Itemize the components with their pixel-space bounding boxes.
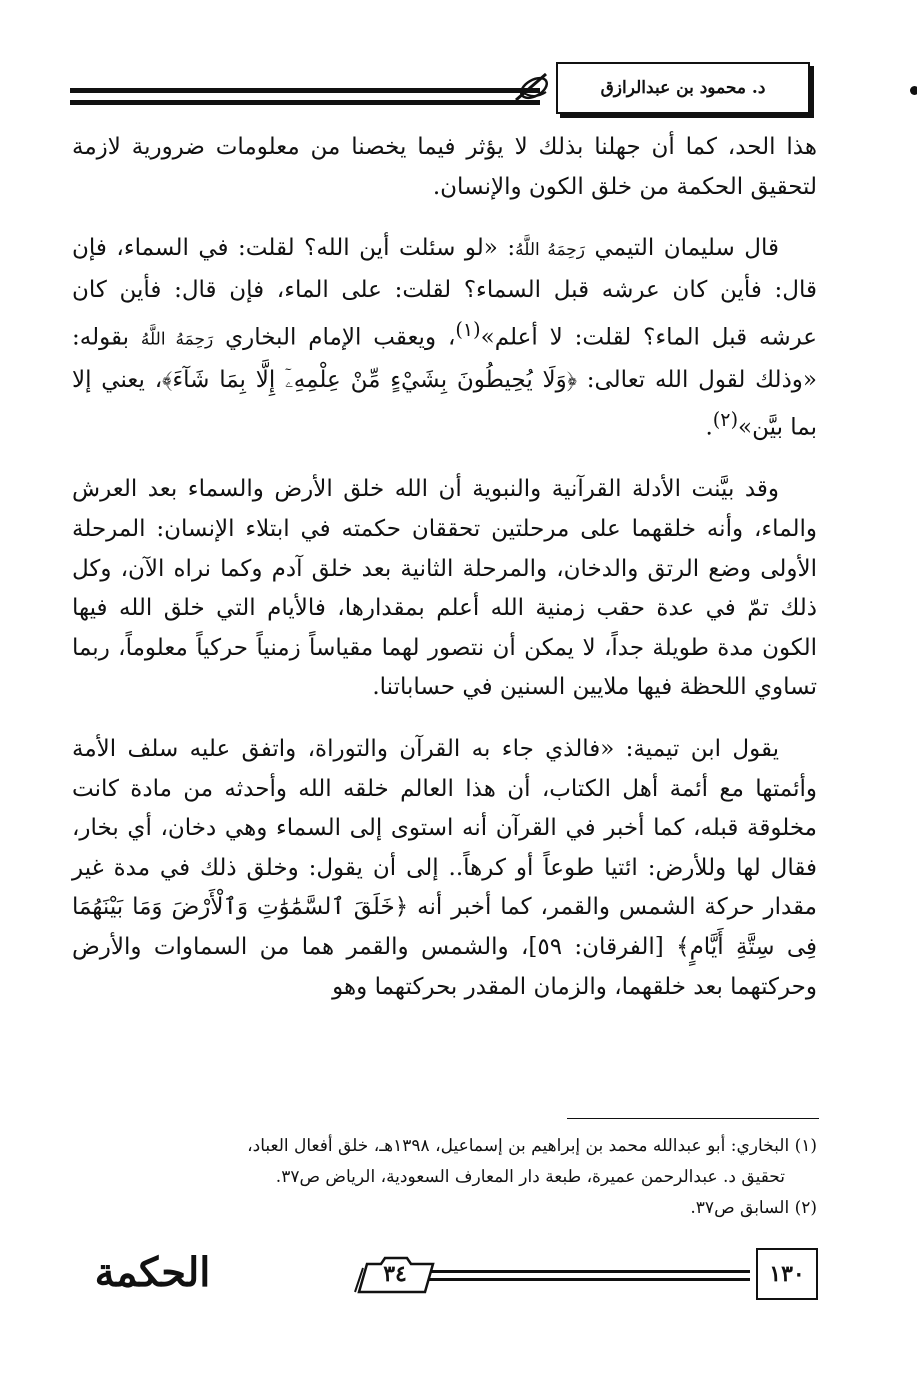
margin-dot <box>910 86 917 95</box>
p2-text-d: بقوله: «وذلك لقول الله تعالى: ﴿وَلَا يُحِيطُونَ بِشَيْءٍ مِّنْ عِلْمِهِۦٓ إِلَّا بِمَا شَآءَ﴾، يعني إلا بما بيَّن» <box>72 325 817 441</box>
honorific-2: رَحِمَهُ اللَّهُ <box>140 330 214 351</box>
footer-rule-1 <box>380 1270 750 1273</box>
page-number: ١٣٠ <box>756 1248 818 1300</box>
issue-number: ٣٤ <box>383 1261 407 1287</box>
author-name: د. محمود بن عبدالرازق <box>556 62 810 114</box>
footnote-1-continued: تحقيق د. عبدالرحمن عميرة، طبعة دار المعارف السعودية، الرياض ص٣٧. <box>275 1167 785 1187</box>
article-body <box>72 128 817 1029</box>
footnote-ref-2[interactable]: (٢) <box>712 408 739 432</box>
footer-rule-2 <box>380 1278 750 1281</box>
footnotes <box>72 1131 817 1224</box>
footnote-ref-1[interactable]: (١) <box>455 318 481 342</box>
paragraph-3: وقد بيَّنت الأدلة القرآنية والنبوية أن الله خلق الأرض والسماء بعد العرش والماء، وأنه خلقهما على مرحلتين تحققان حكمته في ابتلاء الإنسان: المرحلة الأولى وضع الرتق والدخان، والمرحلة الثانية بعد خلق آدم وكما نراه الآن، وكل ذلك تمّ في عدة حقب زمنية الله أعلم بمقدارها، فالأيام التي خلق الله فيها الكون مدة طويلة جداً، لا يمكن أن نتصور لهما مقياساً زمنياً حركياً معلوماً، ربما تساوي اللحظة فيها ملايين السنين في حساباتنا. <box>72 476 817 701</box>
magazine-title: الحكمة <box>94 1248 211 1296</box>
header-rule-top <box>70 88 540 93</box>
p2-text-a: قال سليمان التيمي <box>594 235 779 262</box>
p2-text-e: . <box>705 414 713 441</box>
page-footer <box>70 1240 830 1310</box>
page-header <box>70 58 830 118</box>
p2-text-c: ، ويعقب الإمام البخاري <box>225 325 456 352</box>
honorific-1: رَحِمَهُ اللَّهُ <box>515 240 585 261</box>
p2-text-b: : «لو سئلت أين الله؟ لقلت: في السماء، فإن قال: فأين كان عرشه قبل السماء؟ لقلت: على الماء، فإن قال: فأين كان عرشه قبل الماء؟ لقلت: لا أعلم» <box>72 235 818 352</box>
footnote-2: (٢) السابق ص٣٧. <box>690 1198 817 1218</box>
paragraph-4: يقول ابن تيمية: «فالذي جاء به القرآن والتوراة، واتفق عليه سلف الأمة وأئمتها مع أئمة أهل الكتاب، أن هذا العالم خلقه الله وأحدثه من مادة كانت مخلوقة قبله، كما أخبر في القرآن أنه استوى إلى السماء وهي دخان، أي بخار، فقال لها وللأرض: ائتيا طوعاً أو كرهاً.. إلى أن يقول: وخلق ذلك في مدة غير مقدار حركة الشمس والقمر، كما أخبر أنه ﴿خَلَقَ ٱلسَّمَٰوَٰتِ وَٱلْأَرْضَ وَمَا بَيْنَهُمَا فِى سِتَّةِ أَيَّامٍ﴾ [الفرقان: ٥٩]، والشمس والقمر هما من السماوات والأرض وحركتهما بعد خلقهما، والزمان المقدر بحركتهما وهو <box>72 736 817 1000</box>
footnote-1: (١) البخاري: أبو عبدالله محمد بن إبراهيم بن إسماعيل، ١٣٩٨هـ، خلق أفعال العباد، <box>247 1136 817 1156</box>
footnote-separator <box>567 1118 819 1119</box>
paragraph-2 <box>72 229 817 448</box>
paragraph-1: هذا الحد، كما أن جهلنا بذلك لا يؤثر فيما يخصنا من معلومات ضرورية لازمة لتحقيق الحكمة من خلق الكون والإنسان. <box>72 134 817 200</box>
header-rule-bottom <box>70 100 540 105</box>
quill-ornament-icon <box>512 70 552 104</box>
